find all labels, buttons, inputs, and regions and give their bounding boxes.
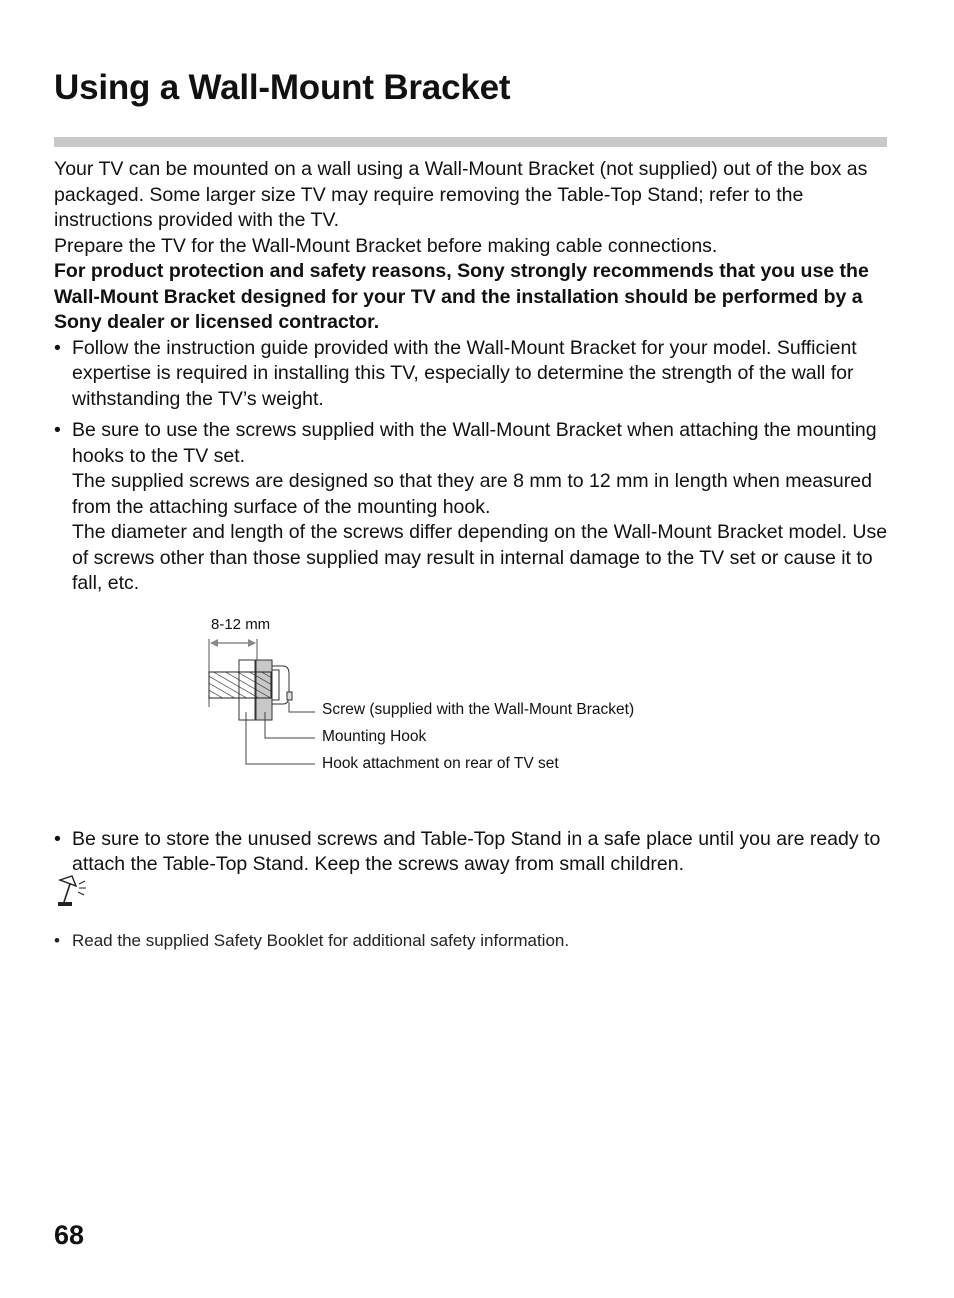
bullet-text: The supplied screws are designed so that they are 8 mm to 12 mm in length when measured from the attaching surface of the mounting hook.	[72, 470, 872, 518]
page-title: Using a Wall-Mount Bracket	[54, 68, 511, 107]
prepare-paragraph: Prepare the TV for the Wall-Mount Bracket before making cable connections.	[54, 234, 718, 257]
lamp-tip-icon	[54, 872, 92, 910]
screw-label: Screw (supplied with the Wall-Mount Bracket)	[322, 701, 635, 718]
list-item	[54, 336, 894, 413]
hook-attachment-label: Hook attachment on rear of TV set	[322, 755, 559, 772]
title-divider	[54, 137, 887, 147]
tip-text: • Read the supplied Safety Booklet for additional safety information.	[72, 931, 570, 950]
main-content	[54, 157, 894, 597]
storage-note	[54, 807, 894, 897]
safety-warning: For product protection and safety reasons, Sony strongly recommends that you use the Wall-Mount Bracket designed for your TV and the installation should be performed by a Sony dealer or licensed contractor.	[54, 260, 869, 333]
bullet-text: • Follow the instruction guide provided with the Wall-Mount Bracket for your model. Sufficient expertise is required in installing this TV, especially to determine the strength of the wall for withstanding the TV’s weight.	[72, 336, 857, 410]
dimension-label: 8-12 mm	[211, 616, 271, 633]
bullet-text: The diameter and length of the screws differ depending on the Wall-Mount Bracket model. Use of screws other than those supplied may result in internal damage to the TV set or cause it to fall, etc.	[72, 521, 888, 594]
bullet-text: • Be sure to use the screws supplied with the Wall-Mount Bracket when attaching the mounting hooks to the TV set.	[72, 419, 877, 467]
page-number: 68	[54, 1220, 85, 1250]
mounting-hook-label: Mounting Hook	[322, 728, 427, 745]
list-item	[54, 827, 894, 878]
intro-paragraph: Your TV can be mounted on a wall using a Wall-Mount Bracket (not supplied) out of the box as packaged. Some larger size TV may require removing the Table-Top Stand; refer to the instructions provided with the TV.	[54, 158, 868, 231]
screw-diagram	[205, 612, 685, 782]
list-item	[54, 929, 894, 953]
bullet-text: • Be sure to store the unused screws and Table-Top Stand in a safe place until you are ready to attach the Table-Top Stand. Keep the screws away from small children.	[72, 827, 881, 875]
tip-note	[54, 912, 894, 970]
list-item	[54, 418, 894, 597]
